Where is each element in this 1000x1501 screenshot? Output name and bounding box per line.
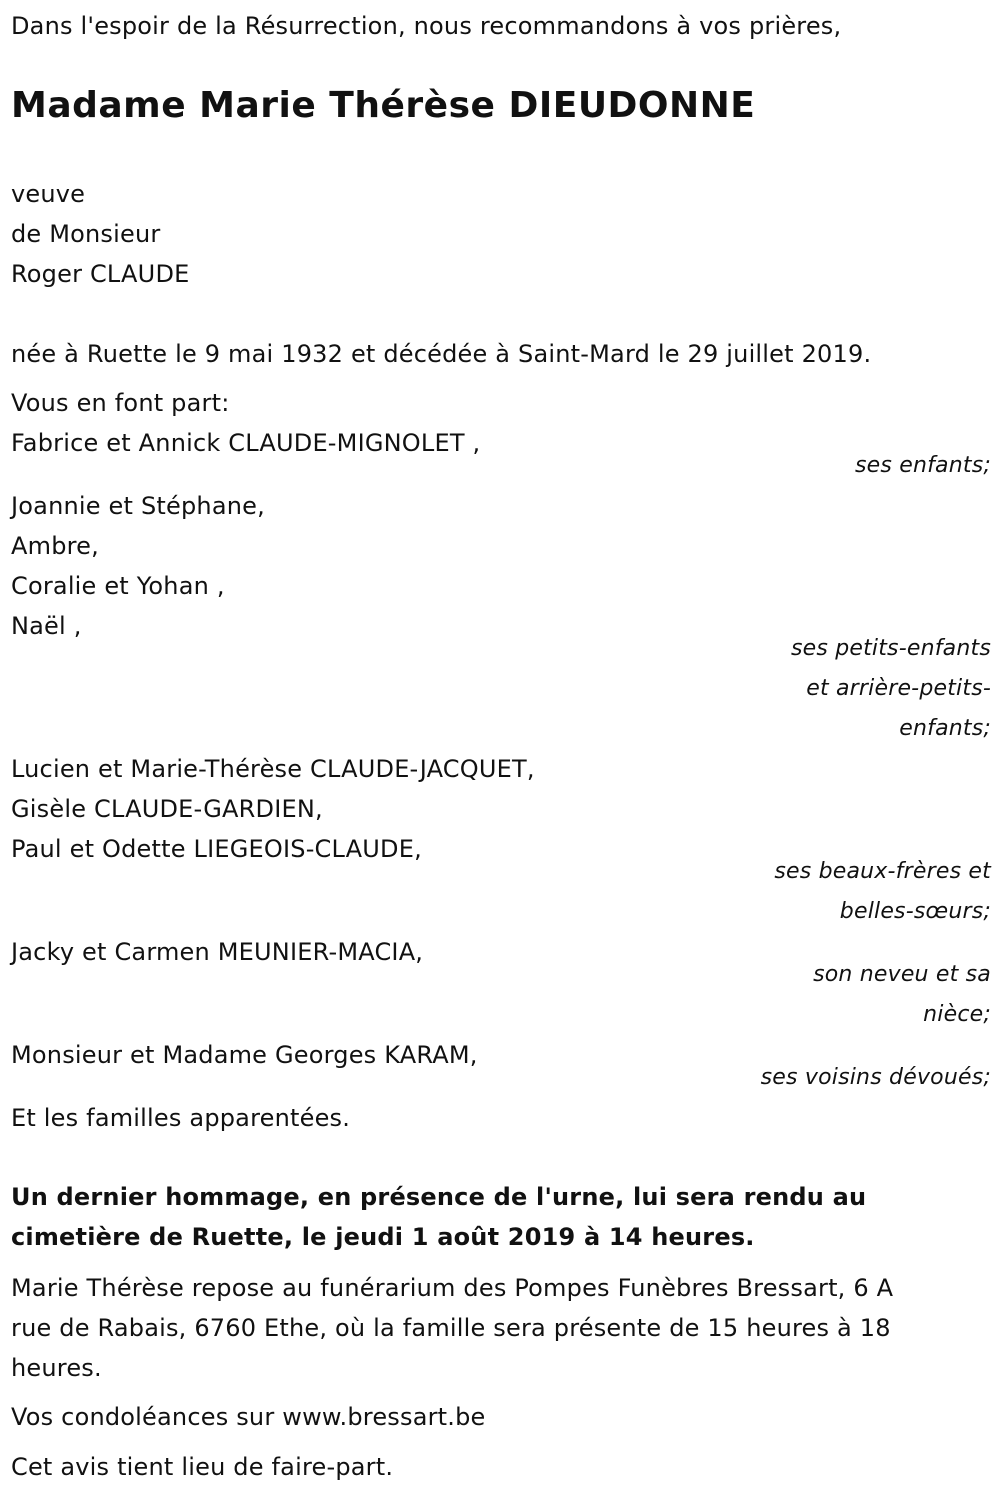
sibling-in-law-name: Paul et Odette LIEGEOIS-CLAUDE, bbox=[11, 835, 422, 863]
intro-text: Dans l'espoir de la Résurrection, nous recommandons à vos prières, bbox=[11, 12, 842, 40]
funeral-home-line: heures. bbox=[11, 1354, 102, 1382]
funeral-home-line: Marie Thérèse repose au funérarium des Pompes Funèbres Bressart, 6 A bbox=[11, 1274, 894, 1302]
sibling-in-law-name: Gisèle CLAUDE-GARDIEN, bbox=[11, 795, 323, 823]
neighbours-name: Monsieur et Madame Georges KARAM, bbox=[11, 1041, 478, 1069]
children-name: Fabrice et Annick CLAUDE-MIGNOLET , bbox=[11, 429, 481, 457]
siblings-in-law-relation-line: ses beaux-frères et bbox=[774, 859, 991, 884]
condolences-text: Vos condoléances sur www.bressart.be bbox=[11, 1403, 486, 1431]
birth-death-text: née à Ruette le 9 mai 1932 et décédée à Saint-Mard le 29 juillet 2019. bbox=[11, 340, 872, 368]
announce-text: Vous en font part: bbox=[11, 389, 230, 417]
ceremony-line: Un dernier hommage, en présence de l'urne, lui sera rendu au bbox=[11, 1183, 867, 1211]
obituary-notice bbox=[11, 0, 991, 1501]
grandchildren-relation-line: et arrière-petits- bbox=[806, 676, 991, 701]
grandchildren-relation-line: enfants; bbox=[899, 716, 991, 741]
spouse-line-3: Roger CLAUDE bbox=[11, 260, 190, 288]
families-text: Et les familles apparentées. bbox=[11, 1104, 351, 1132]
spouse-line-1: veuve bbox=[11, 180, 86, 208]
spouse-line-2: de Monsieur bbox=[11, 220, 161, 248]
grandchild-name: Coralie et Yohan , bbox=[11, 572, 225, 600]
ceremony-line: cimetière de Ruette, le jeudi 1 août 2019 à 14 heures. bbox=[11, 1223, 755, 1251]
nephew-niece-relation-line: son neveu et sa bbox=[813, 962, 991, 987]
nephew-niece-name: Jacky et Carmen MEUNIER-MACIA, bbox=[11, 938, 424, 966]
deceased-name: Madame Marie Thérèse DIEUDONNE bbox=[11, 85, 756, 126]
siblings-in-law-relation-line: belles-sœurs; bbox=[839, 899, 991, 924]
grandchild-name: Ambre, bbox=[11, 532, 99, 560]
funeral-home-line: rue de Rabais, 6760 Ethe, où la famille sera présente de 15 heures à 18 bbox=[11, 1314, 891, 1342]
notice-text: Cet avis tient lieu de faire-part. bbox=[11, 1453, 394, 1481]
grandchildren-relation-line: ses petits-enfants bbox=[790, 636, 991, 661]
grandchild-name: Joannie et Stéphane, bbox=[11, 492, 265, 520]
neighbours-relation: ses voisins dévoués; bbox=[760, 1065, 991, 1090]
sibling-in-law-name: Lucien et Marie-Thérèse CLAUDE-JACQUET, bbox=[11, 755, 535, 783]
grandchild-name: Naël , bbox=[11, 612, 82, 640]
children-relation: ses enfants; bbox=[854, 453, 991, 478]
nephew-niece-relation-line: nièce; bbox=[923, 1002, 991, 1027]
